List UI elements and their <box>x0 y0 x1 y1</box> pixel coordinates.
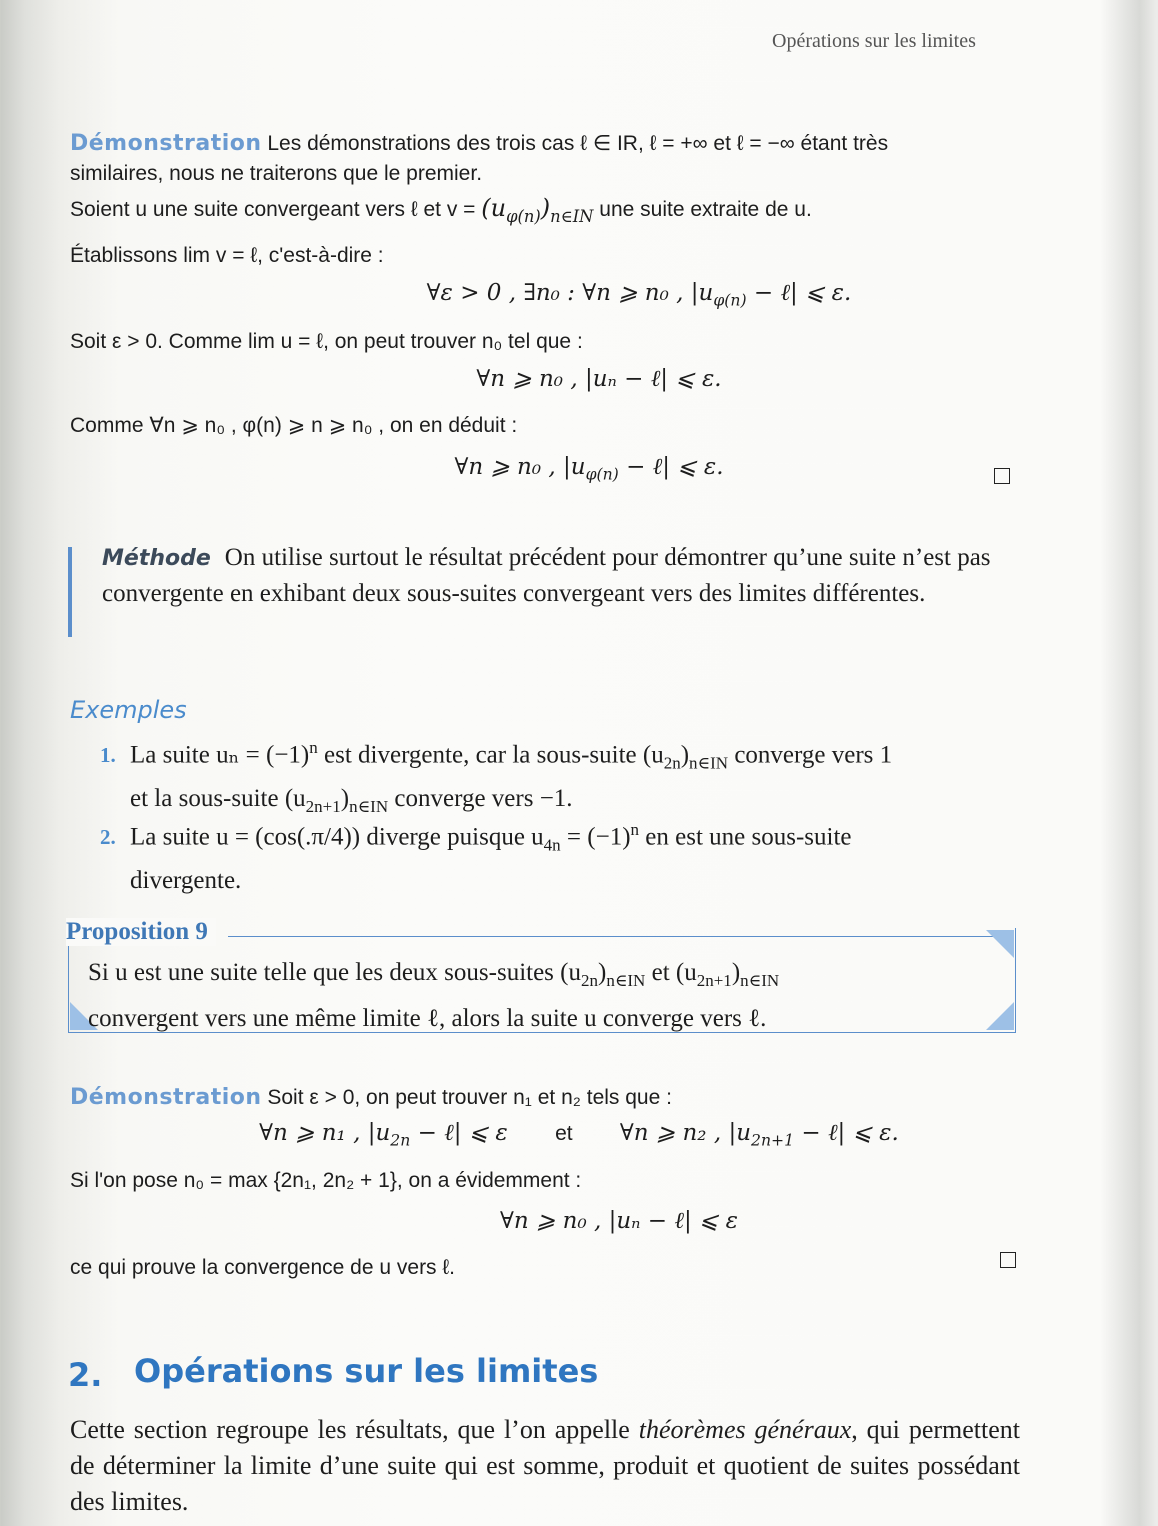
equation-4: ∀n ⩾ n₁ , $|u_{2n}$ − ℓ| ⩽ ε et ∀n ⩾ n₂ , $|u_{2n+1}$ − ℓ| ⩽ ε. <box>259 1120 899 1150</box>
section-intro-b: , qui permettent de déterminer la limite d’une suite qui est somme, produit et quotient de suites possédant des limites. <box>70 1415 1020 1516</box>
demo2-line3: ce qui prouve la convergence de u vers ℓ. <box>70 1256 456 1279</box>
section-intro <box>70 1412 1020 1520</box>
proposition-title: Proposition 9 <box>66 918 216 946</box>
demo1-line3-math: (u <box>481 194 507 222</box>
section-intro-a: Cette section regroupe les résultats, que l’on appelle <box>70 1415 639 1444</box>
demo2-line2: Si l'on pose n₀ = max {2n₁, 2n₂ + 1}, on a évidemment : <box>70 1169 582 1192</box>
example-1-e: converge vers −1. <box>388 785 573 813</box>
method-label: Méthode <box>102 546 211 571</box>
method-text: On utilise surtout le résultat précédent pour démontrer qu’une suite n’est pas convergente en exhibant deux sous-suites convergeant vers des limites différentes. <box>102 544 991 607</box>
equation-5: ∀n ⩾ n₀ , |uₙ − ℓ| ⩽ ε <box>500 1208 738 1234</box>
method-block <box>102 540 1017 611</box>
example-2-number: 2. <box>100 825 116 850</box>
eq4a-text: ∀n ⩾ n₁ , |u <box>259 1120 391 1146</box>
method-side-bar <box>68 547 72 637</box>
example-2-a: La suite u = (cos(.π/4)) diverge puisque u <box>130 823 544 851</box>
example-1-c: converge vers 1 <box>728 741 893 769</box>
proposition-line1b: et (u <box>645 959 697 986</box>
demo1-line3-suffix: une suite extraite de u. <box>593 198 812 221</box>
qed-square-icon <box>1000 1252 1016 1268</box>
equation-2: ∀n ⩾ n₀ , |uₙ − ℓ| ⩽ ε. <box>476 366 722 392</box>
running-head: Opérations sur les limites <box>772 30 976 52</box>
demo1-line4: Établissons lim v = ℓ, c'est-à-dire : <box>70 244 384 267</box>
eq4a-end: − ℓ| ⩽ ε <box>410 1120 508 1146</box>
demo1-line3: Soient u une suite convergeant vers ℓ et $v = (u_{\varphi(n)})_{n\in IN}$ une suite extraite de u. <box>70 194 812 226</box>
example-1: 1. La suite $u_n = (-1)^n$ est divergente, car la sous-suite $(u_{2n})_{n\in IN}$ converge vers 1 et la sous-suite $(u_{2n+1})_{n\in IN}$ converge vers −1. <box>100 738 893 817</box>
section-intro-italic: théorèmes généraux <box>638 1415 852 1444</box>
example-2-b: = (−1) <box>560 823 631 851</box>
demo1-line5: Soit ε > 0. Comme lim u = ℓ, on peut trouver n₀ tel que : <box>70 330 583 353</box>
equation-3: ∀n ⩾ n₀ , $|u_{\varphi(n)}$ − ℓ| ⩽ ε. <box>454 454 724 484</box>
proposition-line2: convergent vers une même limite ℓ, alors la suite u converge vers ℓ. <box>88 1005 767 1032</box>
proposition-line1a: Si u est une suite telle que les deux sous-suites (u <box>88 959 581 986</box>
examples-title: Exemples <box>70 696 187 724</box>
eq3-end: − ℓ| ⩽ ε. <box>618 454 724 480</box>
qed-square-icon <box>994 468 1010 484</box>
demo1-line6: Comme ∀n ⩾ n₀ , φ(n) ⩾ n ⩾ n₀ , on en déduit : <box>70 414 518 437</box>
eq1-text: ∀ε > 0 , ∃n₀ : ∀n ⩾ n₀ , |u <box>426 280 714 306</box>
section-title: Opérations sur les limites <box>134 1352 599 1390</box>
demo1-line1 <box>70 128 1020 160</box>
example-1-a: La suite uₙ = (−1) <box>130 741 310 769</box>
eq4b-end: − ℓ| ⩽ ε. <box>794 1120 899 1146</box>
demo1-label: Démonstration <box>70 131 262 156</box>
demo1-line2: similaires, nous ne traiterons que le premier. <box>70 162 483 185</box>
demo1-text-1: Les démonstrations des trois cas ℓ ∈ IR, ℓ = +∞ et ℓ = −∞ étant très <box>267 132 889 155</box>
eq3-text: ∀n ⩾ n₀ , |u <box>454 454 586 480</box>
eq4-mid: et <box>555 1122 573 1145</box>
eq1-end: − ℓ| ⩽ ε. <box>746 280 852 306</box>
eq4b-text: ∀n ⩾ n₂ , |u <box>619 1120 752 1146</box>
demo1-line3-prefix: Soient u une suite convergeant vers ℓ et v = <box>70 198 482 221</box>
example-1-d: et la sous-suite (u <box>130 785 306 813</box>
example-1-b: est divergente, car la sous-suite (u <box>317 741 664 769</box>
proposition-top-rule <box>228 936 1014 937</box>
equation-1: ∀ε > 0 , ∃n₀ : ∀n ⩾ n₀ , $|u_{\varphi(n)}$ − ℓ| ⩽ ε. <box>426 280 852 310</box>
example-2: 2. La suite u = (cos(.π/4)) diverge puisque $u_{4n} = (-1)^n$ en est une sous-suite divergente. <box>100 812 1020 899</box>
example-1-number: 1. <box>100 743 116 768</box>
demo2-line1 <box>70 1082 672 1114</box>
proposition-body: Si u est une suite telle que les deux sous-suites $(u_{2n})_{n\in IN}$ et $(u_{2n+1})_{n\in IN}$ convergent vers une même limite ℓ, alors la suite u converge vers ℓ. <box>88 954 1003 1038</box>
section-number: 2. <box>68 1356 103 1394</box>
example-2-d: divergente. <box>130 867 242 895</box>
example-2-c: en est une sous-suite <box>639 823 852 851</box>
demo2-label: Démonstration <box>70 1085 262 1110</box>
demo2-text-1: Soit ε > 0, on peut trouver n₁ et n₂ tels que : <box>267 1086 672 1109</box>
